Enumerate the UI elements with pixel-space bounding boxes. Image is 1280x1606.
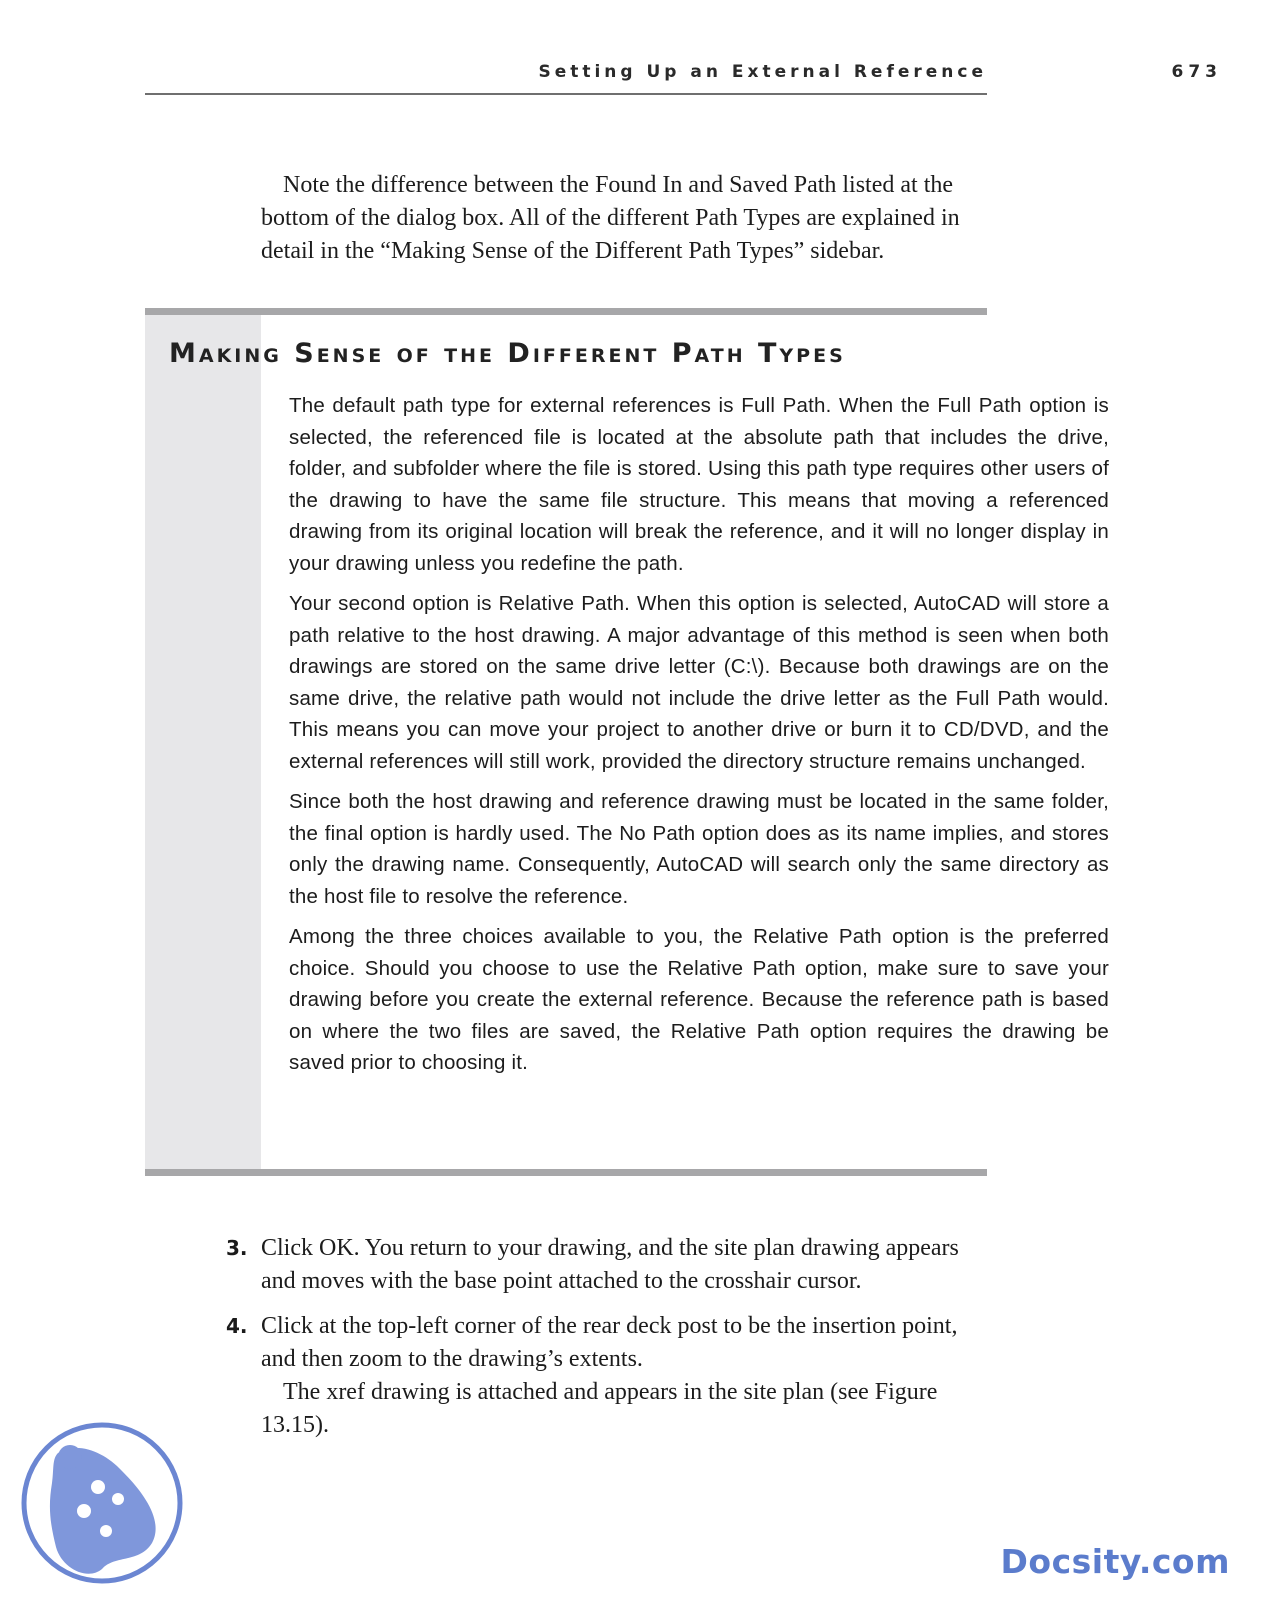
- sidebar-shaded-margin: [145, 315, 261, 1169]
- step-text: Click at the top-left corner of the rear deck post to be the insertion point, and then zoom to the drawing’s extents.: [261, 1313, 958, 1372]
- sidebar-paragraph-full-path: The default path type for external references is Full Path. When the Full Path option is selected, the referenced file is located at the absolute path that includes the drive, folder, and subfolder where the file is stored. Using this path type requires other users of the drawing to have the same file structure. This means that moving a referenced drawing from its original location will break the reference, and it will no longer display in your drawing unless you redefine the path.: [289, 394, 1109, 575]
- sidebar-paragraph-relative-path: Your second option is Relative Path. When this option is selected, AutoCAD will store a path relative to the host drawing. A major advantage of this method is seen when both drawings are stored on the same drive letter (C:\). Because both drawings are on the same drive, the relative path would not include the drive letter as the Full Path would. This means you can move your project to another drive or burn it to CD/DVD, and the external references will still work, provided the directory structure remains unchanged.: [289, 592, 1109, 773]
- sidebar-paragraph-no-path: Since both the host drawing and reference drawing must be located in the same folder, the final option is hardly used. The No Path option does as its name implies, and stores only the drawing name. Consequently, AutoCAD will search only the same directory as the host file to resolve the reference.: [289, 790, 1109, 908]
- page-number: 673: [1171, 62, 1222, 82]
- sidebar-box: [145, 308, 1109, 1176]
- sidebar-title: Making Sense of the Different Path Types: [169, 338, 846, 369]
- step-followup-text: The xref drawing is attached and appears in the site plan (see Figure 13.15).: [261, 1379, 938, 1438]
- step-item: [220, 1310, 990, 1442]
- step-item: [220, 1232, 990, 1298]
- header-rule: [145, 93, 987, 95]
- docsity-logo-icon: [18, 1419, 186, 1587]
- running-title: Setting Up an External Reference: [538, 62, 987, 82]
- step-number: 4.: [226, 1314, 248, 1338]
- step-list: [220, 1232, 990, 1454]
- docsity-watermark: Docsity.com: [1000, 1542, 1230, 1581]
- sidebar-bottom-rule: [145, 1169, 987, 1176]
- sidebar-body: [289, 390, 1109, 1088]
- step-text: Click OK. You return to your drawing, and the site plan drawing appears and moves with the base point attached to the crosshair cursor.: [261, 1235, 959, 1294]
- sidebar-top-rule: [145, 308, 987, 315]
- intro-paragraph: Note the difference between the Found In and Saved Path listed at the bottom of the dialog box. All of the different Path Types are explained in detail in the “Making Sense of the Different Path Types” sidebar.: [261, 172, 960, 264]
- step-number: 3.: [226, 1236, 248, 1260]
- sidebar-paragraph-recommendation: Among the three choices available to you, the Relative Path option is the preferred choice. Should you choose to use the Relative Path option, make sure to save your drawing before you create the external reference. Because the reference path is based on where the two files are saved, the Relative Path option requires the drawing be saved prior to choosing it.: [289, 925, 1109, 1074]
